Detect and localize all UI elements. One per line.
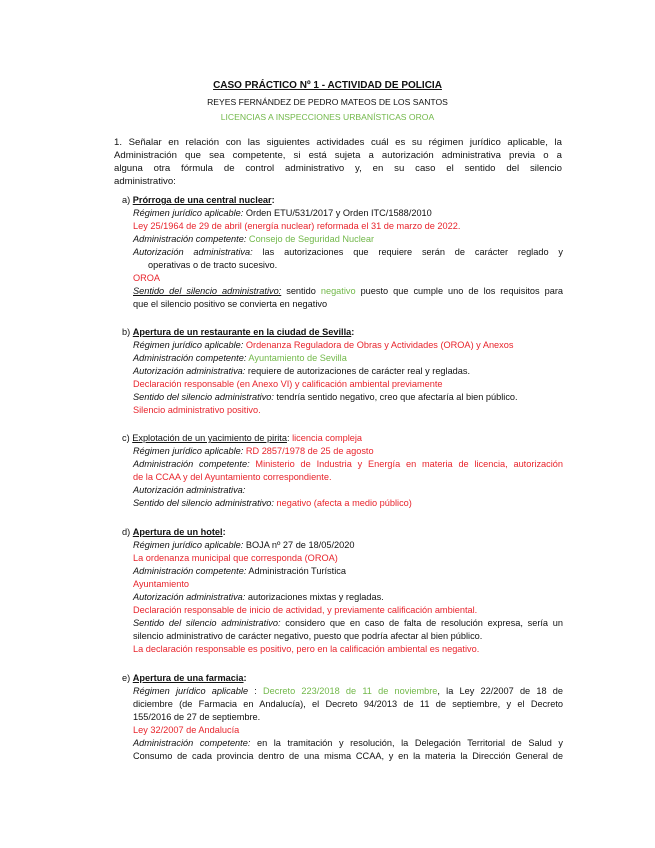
admin-label: Administración competente:: [133, 738, 251, 748]
regimen-value: Orden ETU/531/2017 y Orden ITC/1588/2010: [243, 208, 432, 218]
silencio-note: La declaración responsable es positivo, pero en la calificación ambiental es negativo.: [133, 644, 480, 654]
autoriz-label: Autorización administrativa:: [133, 485, 246, 495]
autoriz-cont: operativas o de tracto sucesivo.: [148, 260, 278, 270]
admin-line: [133, 737, 563, 749]
silencio-line: [133, 617, 563, 629]
admin-value: Administración Turística: [246, 566, 346, 576]
admin-value: Ayuntamiento de Sevilla: [246, 353, 347, 363]
autoriz-label: Autorización administrativa:: [133, 366, 246, 376]
regimen-line: [133, 685, 563, 697]
document-subtitle: LICENCIAS A INSPECCIONES URBANÍSTICAS OROA: [220, 112, 435, 122]
silencio-value: considero que en caso de falta de resolución expresa, sería un: [280, 618, 564, 628]
section-d-heading: [122, 526, 226, 538]
section-e-heading: [122, 672, 247, 684]
ordenanza-line: La ordenanza municipal que corresponda (OROA): [133, 553, 338, 563]
admin-cont: Consumo de cada provincia dentro de una misma CCAA, y en la materia la Dirección General de: [133, 751, 563, 761]
section-title: Apertura de una farmacia: [132, 673, 244, 683]
regimen-colon: :: [248, 686, 264, 696]
autoriz-value: las autorizaciones que requiere serán de carácter reglado y: [252, 247, 564, 257]
silencio-rest: puesto que cumple uno de los requisitos para: [355, 286, 563, 296]
regimen-cont: diciembre (de Farmacia en Andalucía), el Decreto 94/2013 de 11 de septiembre, y el Decreto: [133, 699, 563, 709]
autoriz-label: Autorización administrativa:: [133, 592, 246, 602]
regimen-line: [133, 539, 354, 551]
admin-line: [133, 352, 347, 364]
autoriz-line: [133, 246, 563, 258]
section-title: Prórroga de una central nuclear: [132, 195, 272, 205]
silencio-label: Sentido del silencio administrativo:: [133, 286, 282, 296]
heading-extra: licencia compleja: [292, 433, 363, 443]
heading-suffix: :: [271, 195, 275, 205]
silencio-line: [133, 391, 518, 403]
regimen-label: Régimen jurídico aplicable:: [133, 208, 244, 218]
autoriz-line: [133, 591, 384, 603]
intro-line: 1. Señalar en relación con las siguientes actividades cuál es su régimen jurídico aplicable, la: [114, 137, 562, 148]
admin-value: Ministerio de Industria y Energía en materia de licencia, autorización: [249, 459, 563, 469]
admin-line: [133, 565, 346, 577]
silencio-label: Sentido del silencio administrativo:: [133, 498, 274, 508]
admin-label: Administración competente:: [133, 234, 247, 244]
admin-value: en la tramitación y resolución, la Delegación Territorial de Salud y: [250, 738, 563, 748]
author-name: REYES FERNÁNDEZ DE PEDRO MATEOS DE LOS SANTOS: [207, 97, 448, 107]
section-letter: c): [122, 433, 130, 443]
silencio-cont: silencio administrativo de carácter negativo, puesto que podría afectar al bien público.: [133, 631, 483, 641]
heading-suffix: :: [286, 433, 293, 443]
silencio-value: tendría sentido negativo, creo que afectaría al bien público.: [273, 392, 518, 402]
regimen-label: Régimen jurídico aplicable:: [133, 446, 244, 456]
regimen-value: RD 2857/1978 de 25 de agosto: [243, 446, 374, 456]
silencio-negativo: negativo: [320, 286, 356, 296]
regimen-line: [133, 445, 374, 457]
declaracion-line: Declaración responsable (en Anexo VI) y calificación ambiental previamente: [133, 379, 443, 389]
admin-value: Consejo de Seguridad Nuclear: [246, 234, 375, 244]
declaracion-line: Declaración responsable de inicio de actividad, y previamente calificación ambiental.: [133, 605, 478, 615]
silencio-line: [133, 497, 412, 509]
section-a-heading: [122, 194, 275, 206]
section-letter: b): [122, 327, 131, 337]
document-title: CASO PRÁCTICO Nº 1 - ACTIVIDAD DE POLICIA: [213, 80, 442, 91]
intro-line: administrativo:: [114, 176, 176, 187]
section-title: Apertura de un restaurante en la ciudad de Sevilla: [132, 327, 352, 337]
oroa-line: OROA: [133, 273, 161, 283]
silencio-value: sentido: [281, 286, 321, 296]
section-c-heading: [122, 432, 362, 444]
admin-line: [133, 233, 374, 245]
intro-line: alguna otra fórmula de control administrativo y, en su caso el sentido del silencio: [114, 163, 562, 174]
regimen-label: Régimen jurídico aplicable:: [133, 340, 244, 350]
admin-line: [133, 458, 563, 470]
regimen-label: Régimen jurídico aplicable: [133, 686, 249, 696]
regimen-decreto: Decreto 223/2018 de 11 de noviembre: [263, 686, 438, 696]
admin-cont: de la CCAA y del Ayuntamiento correspondiente.: [133, 472, 332, 482]
section-title: Apertura de un hotel: [132, 527, 223, 537]
section-letter: e): [122, 673, 131, 683]
heading-suffix: :: [222, 527, 226, 537]
intro-line: Administración que sea competente, si está sujeta a autorización administrativa previa o a: [114, 150, 562, 161]
regimen-value: Ordenanza Reguladora de Obras y Actividades (OROA) y Anexos: [243, 340, 514, 350]
silencio-cont: que el silencio positivo se convierta en negativo: [133, 299, 328, 309]
heading-suffix: :: [243, 673, 247, 683]
silencio-label: Sentido del silencio administrativo:: [133, 392, 274, 402]
regimen-line: [133, 339, 513, 351]
ley-line: Ley 25/1964 de 29 de abril (energía nuclear) reformada el 31 de marzo de 2022.: [133, 221, 461, 231]
regimen-rest: , la Ley 22/2007 de 18 de: [437, 686, 564, 696]
autoriz-value: autorizaciones mixtas y regladas.: [245, 592, 384, 602]
regimen-line: [133, 207, 432, 219]
admin-label: Administración competente:: [133, 459, 250, 469]
silencio-value: negativo (afecta a medio público): [273, 498, 412, 508]
autoriz-line: [133, 365, 470, 377]
admin-label: Administración competente:: [133, 353, 247, 363]
section-b-heading: [122, 326, 354, 338]
ayuntamiento-line: Ayuntamiento: [133, 579, 190, 589]
regimen-cont: 155/2016 de 27 de septiembre.: [133, 712, 261, 722]
silencio-label: Sentido del silencio administrativo:: [133, 618, 281, 628]
autoriz-value: requiere de autorizaciones de carácter real y regladas.: [245, 366, 471, 376]
regimen-label: Régimen jurídico aplicable:: [133, 540, 244, 550]
regimen-value: BOJA nº 27 de 18/05/2020: [243, 540, 355, 550]
section-title: Explotación de un yacimiento de pirita: [132, 433, 287, 443]
ley-line: Ley 32/2007 de Andalucía: [133, 725, 240, 735]
silencio-positivo: Silencio administrativo positivo.: [133, 405, 261, 415]
section-letter: d): [122, 527, 131, 537]
admin-label: Administración competente:: [133, 566, 247, 576]
silencio-line: [133, 285, 563, 297]
autoriz-label: Autorización administrativa:: [133, 247, 253, 257]
heading-suffix: :: [351, 327, 355, 337]
section-letter: a): [122, 195, 131, 205]
